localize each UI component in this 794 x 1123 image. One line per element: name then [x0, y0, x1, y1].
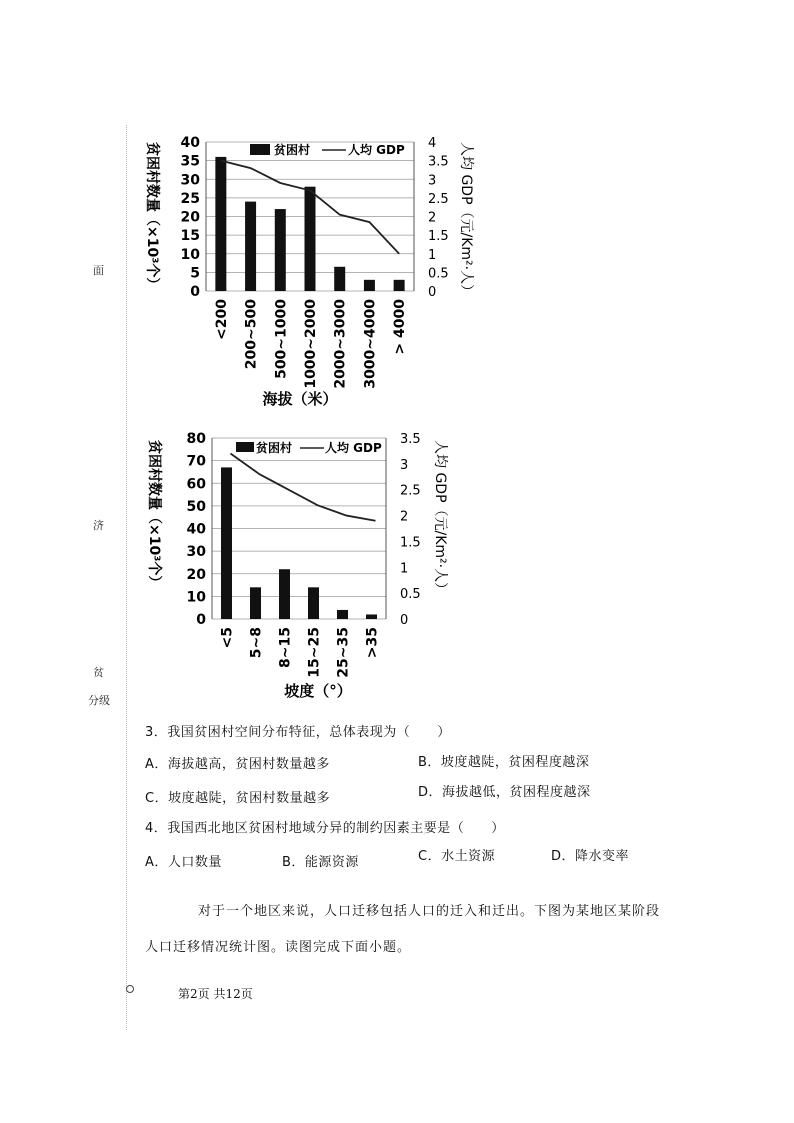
chart1-y-left-label: 贫困村数量（×10³个） — [144, 142, 160, 292]
chart2-y-left-tick: 40 — [186, 521, 206, 538]
chart2-legend-line-label: 人均 GDP — [325, 441, 382, 455]
chart1-x-tick: 2000~3000 — [332, 299, 349, 389]
chart2-y-left-tick: 20 — [186, 566, 206, 583]
chart1-y-right-tick: 1.5 — [428, 229, 449, 245]
chart1-y-left-tick: 25 — [180, 190, 200, 207]
chart2-y-right-label: 人均 GDP（元/Km²·人） — [432, 440, 448, 597]
q3-option-c: C．坡度越陡，贫困村数量越多 — [145, 791, 331, 806]
chart2-y-right-tick: 0 — [400, 613, 409, 628]
q4-option-b: B．能源资源 — [282, 855, 359, 870]
chart2-x-title: 坡度（°） — [284, 682, 352, 700]
chart2-y-right-tick: 1 — [400, 561, 409, 577]
chart2-y-right-tick: 0.5 — [400, 587, 421, 603]
passage-line-1: 对于一个地区来说，人口迁移包括人口的迁入和迁出。下图为某地区某阶段 — [198, 904, 661, 919]
chart1-x-tick: <200 — [213, 299, 230, 340]
chart2-x-tick: <5 — [219, 627, 236, 649]
chart1-y-left-tick: 20 — [180, 209, 200, 226]
chart1-x-tick: 3000~4000 — [362, 299, 379, 389]
chart2-x-tick: 15~25 — [306, 627, 323, 678]
chart2-bar — [308, 587, 319, 619]
chart1-x-tick: 1000~2000 — [303, 299, 319, 389]
chart1-y-right-tick: 0 — [428, 285, 437, 300]
chart2-x-tick: >35 — [364, 627, 381, 659]
chart1-y-left-tick: 15 — [180, 228, 200, 245]
chart1-legend-line-label: 人均 GDP — [348, 143, 405, 157]
chart1-y-right-tick: 2.5 — [428, 191, 449, 207]
chart1-y-left-tick: 40 — [180, 135, 200, 151]
chart2-y-left-tick: 50 — [186, 498, 206, 515]
chart1-y-right-label: 人均 GDP（元/Km²·人） — [458, 142, 474, 299]
chart2-y-right-tick: 1.5 — [400, 535, 421, 551]
chart2-legend-bar-label: 贫困村 — [256, 441, 293, 455]
chart1-legend-bar-label: 贫困村 — [274, 143, 311, 157]
q3-option-b: B．坡度越陡，贫困程度越深 — [418, 755, 590, 770]
margin-label-1: 面 — [93, 264, 104, 277]
chart2-y-left-tick: 0 — [196, 612, 206, 628]
chart1-y-right-tick: 4 — [428, 136, 437, 151]
chart2-bar — [337, 610, 348, 619]
q3-option-a: A．海拔越高，贫困村数量越多 — [145, 757, 330, 772]
chart1-y-left-tick: 30 — [180, 172, 200, 189]
chart2-y-left-tick: 10 — [186, 589, 206, 606]
chart2-y-left-tick: 80 — [186, 431, 206, 447]
chart1-x-tick: 500~1000 — [273, 299, 290, 379]
chart2-y-right-tick: 2.5 — [400, 483, 421, 499]
chart2-y-right-tick: 2 — [400, 509, 409, 525]
chart1-y-right-tick: 1 — [428, 247, 437, 263]
chart2-y-left-tick: 30 — [186, 544, 206, 561]
chart2-x-tick: 8~15 — [277, 627, 294, 668]
chart1-y-left-tick: 0 — [190, 284, 200, 300]
q4-option-a: A．人口数量 — [145, 855, 222, 870]
q4-option-d: D．降水变率 — [551, 849, 630, 864]
chart2-y-left-tick: 70 — [186, 453, 206, 470]
chart2-x-tick: 25~35 — [335, 627, 352, 678]
chart2-y-left-label: 贫困村数量（×10³个） — [146, 440, 162, 590]
chart1-x-tick: 200~500 — [243, 299, 260, 370]
margin-label-2: 济 — [93, 519, 104, 532]
chart1-x-tick: > 4000 — [392, 299, 409, 355]
page-number: 第2页 共12页 — [178, 987, 253, 1001]
chart2-x-tick: 5~8 — [248, 627, 265, 659]
chart2-bar — [366, 614, 377, 619]
chart1-y-right-tick: 3 — [428, 173, 437, 189]
chart2-y-left-tick: 60 — [186, 476, 206, 493]
chart1-y-left-tick: 10 — [180, 246, 200, 263]
chart2-legend-bar-swatch — [236, 442, 254, 452]
chart1-y-left-tick: 5 — [190, 265, 200, 282]
chart1-y-right-tick: 3.5 — [428, 154, 449, 170]
margin-label-3: 贫 — [93, 666, 104, 679]
chart2-y-right-tick: 3.5 — [400, 432, 421, 447]
passage-line-2: 人口迁移情况统计图。读图完成下面小题。 — [145, 940, 412, 955]
margin-label-4: 分级 — [88, 694, 110, 707]
binding-hole-icon — [126, 985, 134, 993]
chart2-bar — [279, 569, 290, 619]
chart1-y-right-tick: 2 — [428, 210, 437, 226]
chart2-bar — [221, 467, 232, 619]
q3-stem: 3．我国贫困村空间分布特征，总体表现为（ ） — [145, 725, 451, 740]
q4-stem: 4．我国西北地区贫困村地域分异的制约因素主要是（ ） — [145, 821, 505, 836]
chart2-y-right-tick: 3 — [400, 457, 409, 473]
chart1-y-right-tick: 0.5 — [428, 266, 449, 282]
chart2-gdp-line — [231, 454, 376, 521]
chart1-x-title: 海拔（米） — [262, 390, 338, 408]
q4-option-c: C．水土资源 — [418, 849, 496, 864]
q3-option-d: D．海拔越低，贫困程度越深 — [418, 785, 591, 800]
chart2-bar — [250, 587, 261, 619]
chart1-y-left-tick: 35 — [180, 153, 200, 170]
